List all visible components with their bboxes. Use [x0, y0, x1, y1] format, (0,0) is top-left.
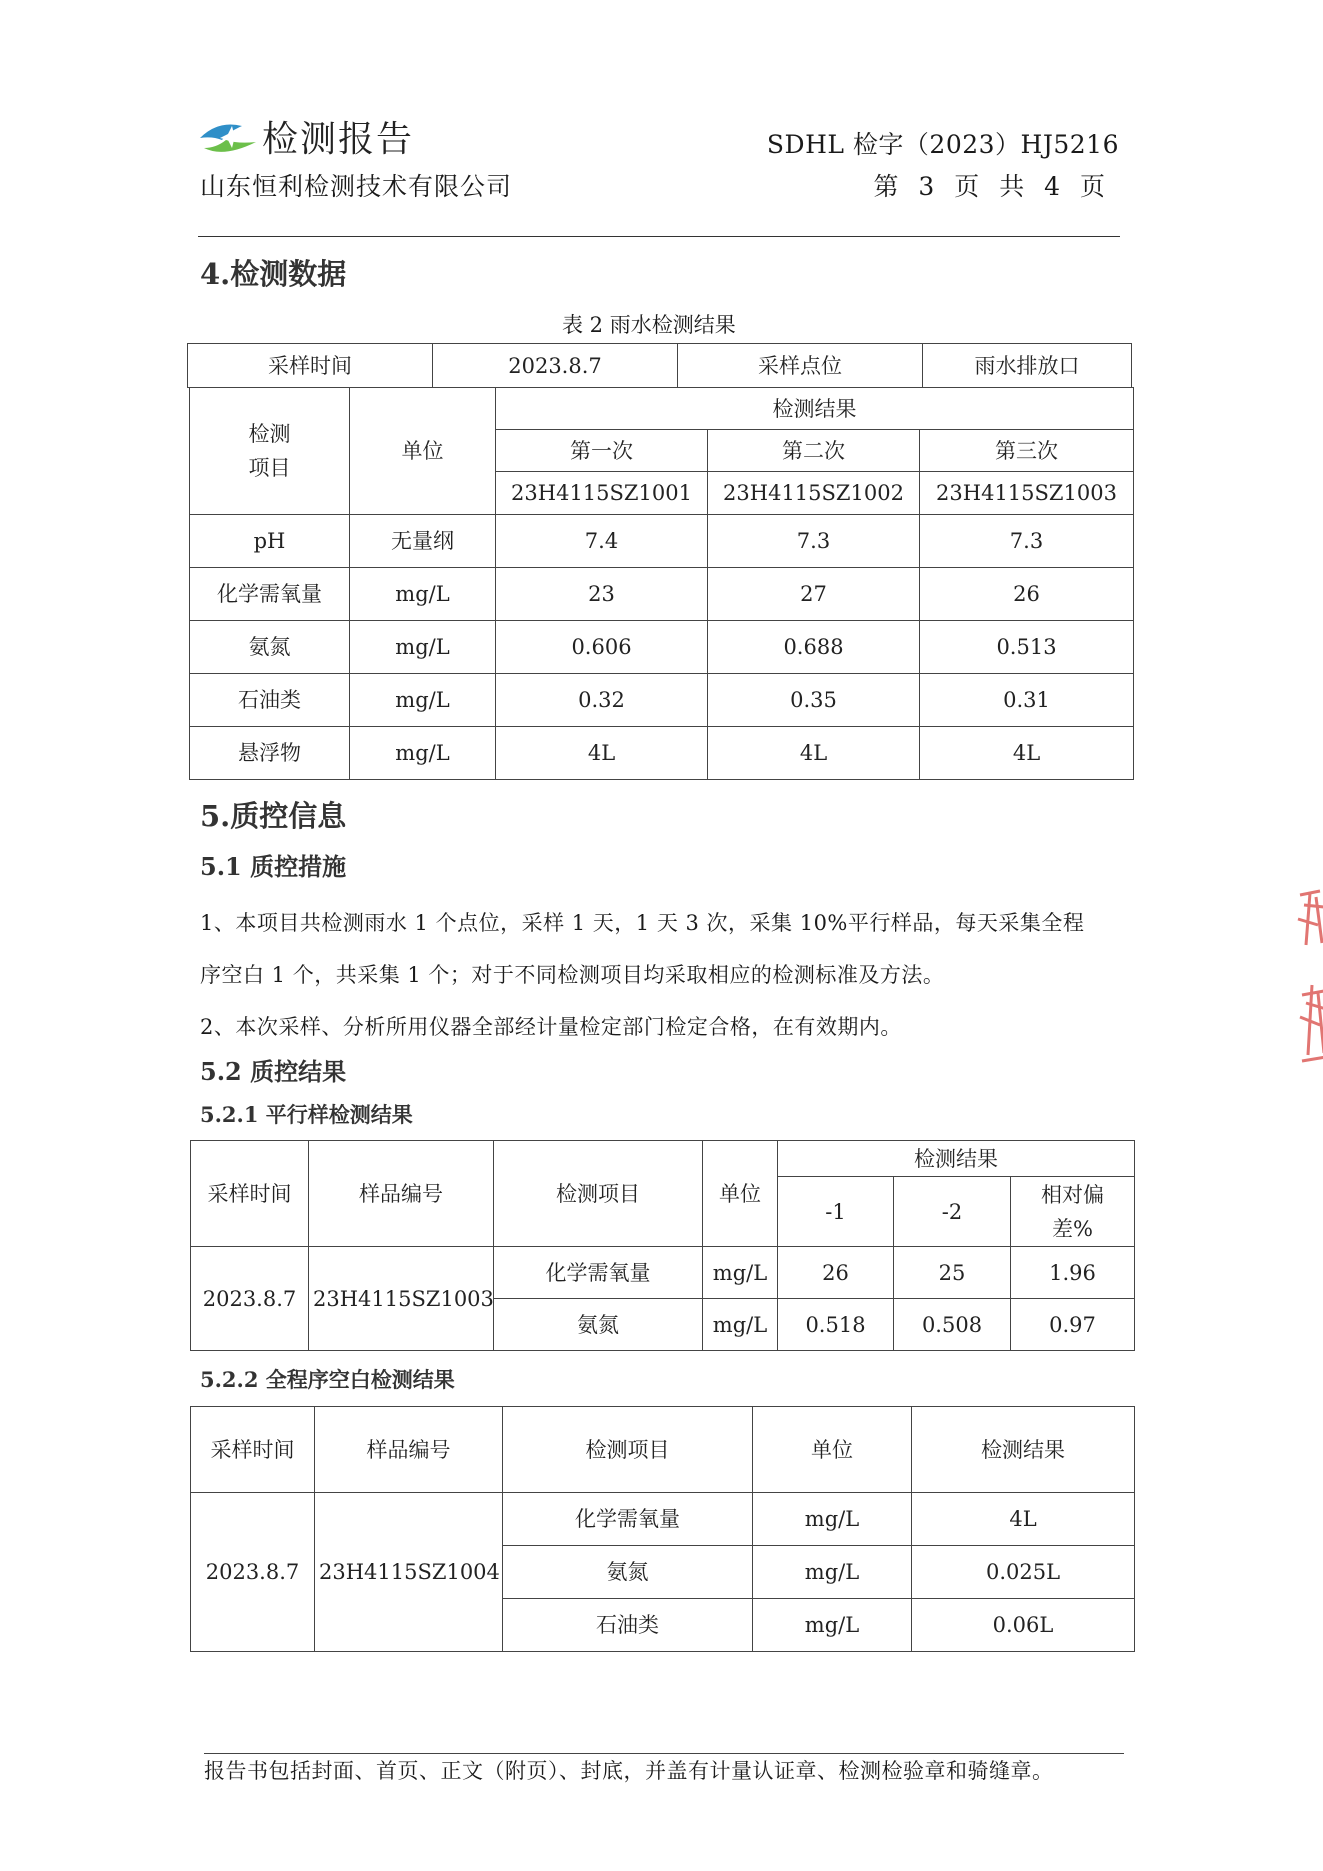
- row-item: 石油类: [503, 1599, 753, 1652]
- header-unit: 单位: [703, 1141, 778, 1247]
- header-item: 检测 项目: [190, 388, 350, 515]
- header-unit: 单位: [753, 1407, 912, 1493]
- sampling-time-label: 采样时间: [188, 344, 433, 388]
- header-result-1: -1: [778, 1177, 894, 1247]
- header-result: 检测结果: [912, 1407, 1135, 1493]
- table-row: [190, 674, 1134, 727]
- qc-measure-paragraph-1-line-2: 序空白 1 个，共采集 1 个；对于不同检测项目均采取相应的检测标准及方法。: [200, 963, 945, 987]
- row-value: 7.3: [920, 515, 1134, 568]
- row-result-2: 25: [894, 1247, 1011, 1299]
- row-item: 化学需氧量: [190, 568, 350, 621]
- header-result-2: -2: [894, 1177, 1011, 1247]
- row-sample-no: 23H4115SZ1004: [315, 1493, 503, 1652]
- row-item: 石油类: [190, 674, 350, 727]
- table-row: [190, 621, 1134, 674]
- row-result-1: 26: [778, 1247, 894, 1299]
- row-unit: mg/L: [753, 1546, 912, 1599]
- row-result: 0.06L: [912, 1599, 1135, 1652]
- row-value: 0.513: [920, 621, 1134, 674]
- row-item: 氨氮: [190, 621, 350, 674]
- row-unit: mg/L: [350, 727, 496, 780]
- row-value: 4L: [920, 727, 1134, 780]
- row-value: 0.606: [496, 621, 708, 674]
- header-time: 采样时间: [191, 1407, 315, 1493]
- row-item: 悬浮物: [190, 727, 350, 780]
- section-5-2-2-heading: 5.2.2 全程序空白检测结果: [200, 1367, 455, 1392]
- header-relative-deviation: 相对偏 差%: [1011, 1177, 1135, 1247]
- row-deviation: 0.97: [1011, 1299, 1135, 1351]
- row-time: 2023.8.7: [191, 1493, 315, 1652]
- row-value: 23: [496, 568, 708, 621]
- section-5-heading: 5.质控信息: [200, 799, 347, 833]
- section-5-1-heading: 5.1 质控措施: [200, 852, 347, 881]
- footer-divider: [204, 1753, 1124, 1754]
- table-row: [191, 1493, 1135, 1546]
- blank-sample-table: [190, 1406, 1135, 1652]
- rainwater-results-table: [189, 387, 1134, 780]
- row-item: 氨氮: [494, 1299, 703, 1351]
- section-5-2-1-heading: 5.2.1 平行样检测结果: [200, 1102, 413, 1127]
- company-logo: [198, 118, 260, 158]
- report-number: SDHL 检字（2023）HJ5216: [766, 130, 1119, 159]
- row-item: pH: [190, 515, 350, 568]
- row-time: 2023.8.7: [191, 1247, 309, 1351]
- row-unit: mg/L: [703, 1299, 778, 1351]
- row-result-2: 0.508: [894, 1299, 1011, 1351]
- row-value: 0.688: [708, 621, 920, 674]
- row-unit: mg/L: [703, 1247, 778, 1299]
- header-results: 检测结果: [496, 388, 1134, 430]
- header-divider: [198, 236, 1120, 237]
- row-item: 化学需氧量: [503, 1493, 753, 1546]
- row-unit: mg/L: [753, 1599, 912, 1652]
- header-run-1: 第一次: [496, 430, 708, 472]
- company-name: 山东恒利检测技术有限公司: [200, 172, 513, 201]
- row-value: 7.4: [496, 515, 708, 568]
- document-type-title: 检测报告: [262, 119, 415, 160]
- row-sample-no: 23H4115SZ1003: [309, 1247, 494, 1351]
- table-row: [191, 1247, 1135, 1299]
- table-row: [190, 727, 1134, 780]
- sampling-time-value: 2023.8.7: [433, 344, 678, 388]
- header-sample-id-1: 23H4115SZ1001: [496, 472, 708, 515]
- row-deviation: 1.96: [1011, 1247, 1135, 1299]
- header-sample-id-3: 23H4115SZ1003: [920, 472, 1134, 515]
- row-value: 4L: [496, 727, 708, 780]
- row-value: 4L: [708, 727, 920, 780]
- row-value: 27: [708, 568, 920, 621]
- row-unit: 无量纲: [350, 515, 496, 568]
- header-item: 检测项目: [494, 1141, 703, 1247]
- section-5-2-heading: 5.2 质控结果: [200, 1057, 347, 1086]
- row-item: 氨氮: [503, 1546, 753, 1599]
- row-unit: mg/L: [753, 1493, 912, 1546]
- table-row: [190, 515, 1134, 568]
- header-run-2: 第二次: [708, 430, 920, 472]
- section-4-heading: 4.检测数据: [200, 257, 347, 291]
- sampling-site-value: 雨水排放口: [923, 344, 1132, 388]
- row-item: 化学需氧量: [494, 1247, 703, 1299]
- row-value: 0.35: [708, 674, 920, 727]
- row-result: 0.025L: [912, 1546, 1135, 1599]
- row-value: 0.32: [496, 674, 708, 727]
- header-run-3: 第三次: [920, 430, 1134, 472]
- table-row: [190, 568, 1134, 621]
- qc-measure-paragraph-1-line-1: 1、本项目共检测雨水 1 个点位，采样 1 天，1 天 3 次，采集 10%平行样品，每天采集全程: [200, 911, 1085, 935]
- page-number: 第 3 页 共 4 页: [873, 172, 1111, 201]
- header-unit: 单位: [350, 388, 496, 515]
- row-value: 7.3: [708, 515, 920, 568]
- header-sample-id-2: 23H4115SZ1002: [708, 472, 920, 515]
- row-value: 26: [920, 568, 1134, 621]
- row-unit: mg/L: [350, 621, 496, 674]
- qc-measure-paragraph-2: 2、本次采样、分析所用仪器全部经计量检定部门检定合格，在有效期内。: [200, 1015, 902, 1039]
- row-unit: mg/L: [350, 568, 496, 621]
- footer-note: 报告书包括封面、首页、正文（附页）、封底，并盖有计量认证章、检测检验章和骑缝章。: [204, 1759, 1054, 1783]
- header-time: 采样时间: [191, 1141, 309, 1247]
- seam-stamp: [1290, 885, 1323, 1085]
- sampling-site-label: 采样点位: [678, 344, 923, 388]
- header-sample-no: 样品编号: [309, 1141, 494, 1247]
- sampling-meta-table: [187, 343, 1132, 388]
- header-sample-no: 样品编号: [315, 1407, 503, 1493]
- table-2-caption: 表 2 雨水检测结果: [562, 313, 736, 337]
- parallel-sample-table: [190, 1140, 1135, 1351]
- row-unit: mg/L: [350, 674, 496, 727]
- header-results: 检测结果: [778, 1141, 1135, 1177]
- row-result: 4L: [912, 1493, 1135, 1546]
- header-item: 检测项目: [503, 1407, 753, 1493]
- row-value: 0.31: [920, 674, 1134, 727]
- row-result-1: 0.518: [778, 1299, 894, 1351]
